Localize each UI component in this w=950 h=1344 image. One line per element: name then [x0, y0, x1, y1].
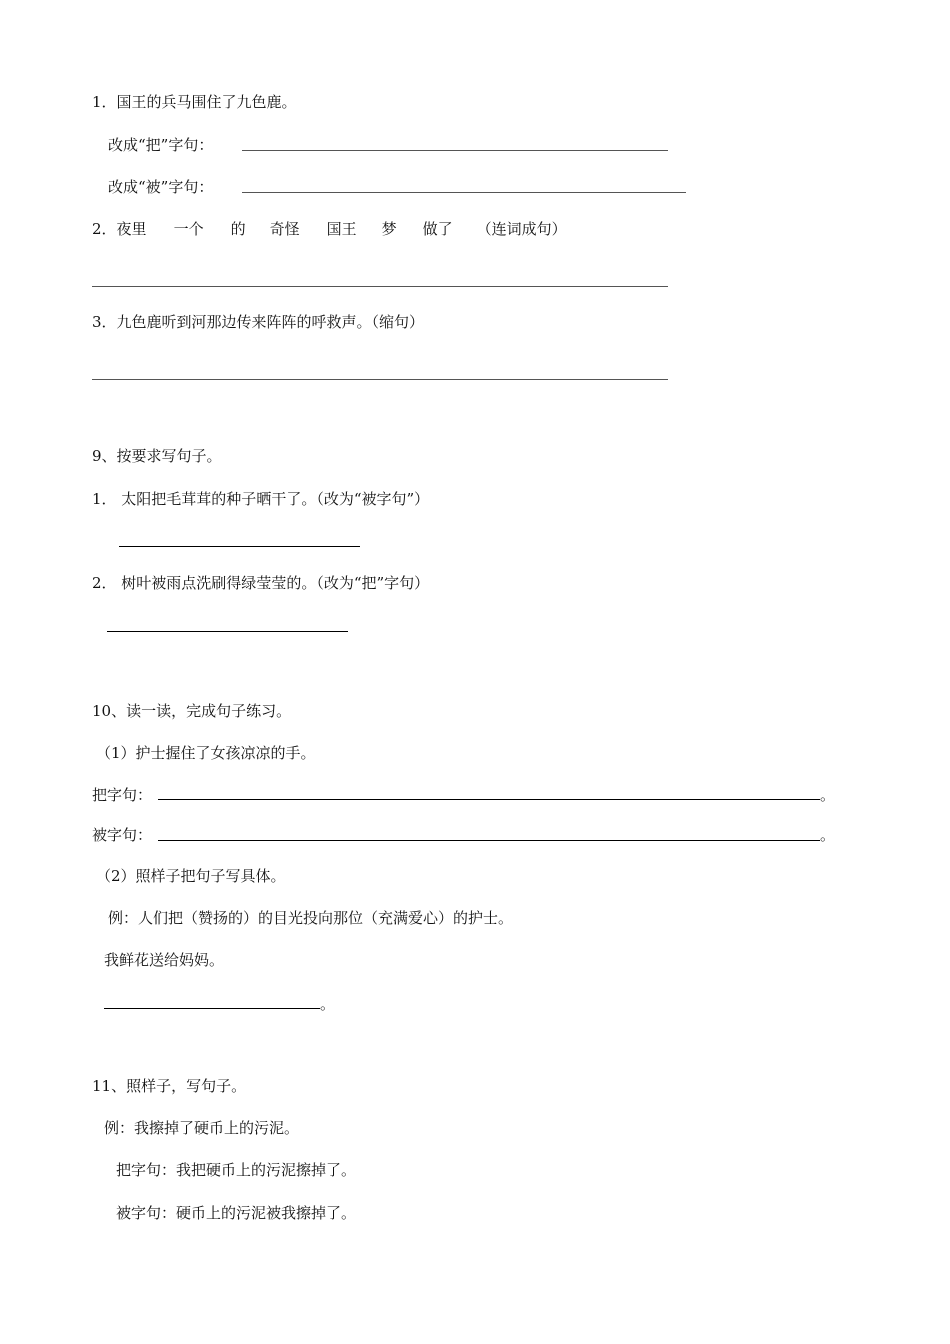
- section-11-heading: 11、照样子，写句子。: [92, 1077, 247, 1095]
- q2-word: 一个: [173, 220, 204, 238]
- s11-example: 例：我擦掉了硬币上的污泥。: [104, 1119, 300, 1137]
- q2-word: 梦: [381, 220, 397, 238]
- s10-task: 我鲜花送给妈妈。: [104, 951, 225, 969]
- s9-item-2: 2． 树叶被雨点洗刷得绿莹莹的。（改为“把”字句）: [92, 574, 430, 592]
- s10-task-period: 。: [320, 995, 336, 1013]
- s11-bei-sentence: 被字句：硬币上的污泥被我擦掉了。: [116, 1204, 357, 1222]
- q1-ba-answer-line[interactable]: [242, 150, 668, 151]
- q1-bei-answer-line[interactable]: [242, 192, 686, 193]
- q2-word: 夜里: [116, 220, 147, 238]
- q1-ba-label: 改成“把”字句：: [108, 136, 214, 154]
- s9-item-1: 1． 太阳把毛茸茸的种子晒干了。（改为“被字句”）: [92, 490, 430, 508]
- s10-part-2: （2）照样子把句子写具体。: [96, 867, 286, 885]
- section-10-heading: 10、读一读，完成句子练习。: [92, 702, 292, 720]
- q2-hint: （连词成句）: [476, 220, 567, 238]
- s10-ba-period: 。: [820, 786, 836, 804]
- q3-answer-line[interactable]: [92, 379, 668, 380]
- s10-bei-period: 。: [820, 826, 836, 844]
- q2-word: 国王: [326, 220, 357, 238]
- question-2: [92, 219, 567, 239]
- q1-bei-label: 改成“被”字句：: [108, 178, 214, 196]
- s10-ba-label: 把字句：: [92, 786, 153, 804]
- s9-item-1-answer-line[interactable]: [119, 546, 360, 547]
- s10-example: 例：人们把（赞扬的）的目光投向那位（充满爱心）的护士。: [108, 909, 514, 927]
- q2-word: 奇怪: [269, 220, 300, 238]
- s9-item-2-answer-line[interactable]: [107, 631, 348, 632]
- q2-answer-line[interactable]: [92, 286, 668, 287]
- s10-bei-answer-line[interactable]: [158, 840, 820, 841]
- question-1: 1．国王的兵马围住了九色鹿。: [92, 93, 297, 111]
- q2-word: 做了: [422, 220, 453, 238]
- q2-word: 的: [230, 220, 246, 238]
- section-9-heading: 9、按要求写句子。: [92, 447, 222, 465]
- s10-part-1: （1）护士握住了女孩凉凉的手。: [96, 744, 316, 762]
- question-3: 3．九色鹿听到河那边传来阵阵的呼救声。（缩句）: [92, 313, 425, 331]
- s10-task-answer-line[interactable]: [104, 1008, 320, 1009]
- s10-bei-label: 被字句：: [92, 826, 153, 844]
- s11-ba-sentence: 把字句：我把硬币上的污泥擦掉了。: [116, 1161, 357, 1179]
- q2-number: 2．: [92, 220, 117, 238]
- s10-ba-answer-line[interactable]: [158, 799, 820, 800]
